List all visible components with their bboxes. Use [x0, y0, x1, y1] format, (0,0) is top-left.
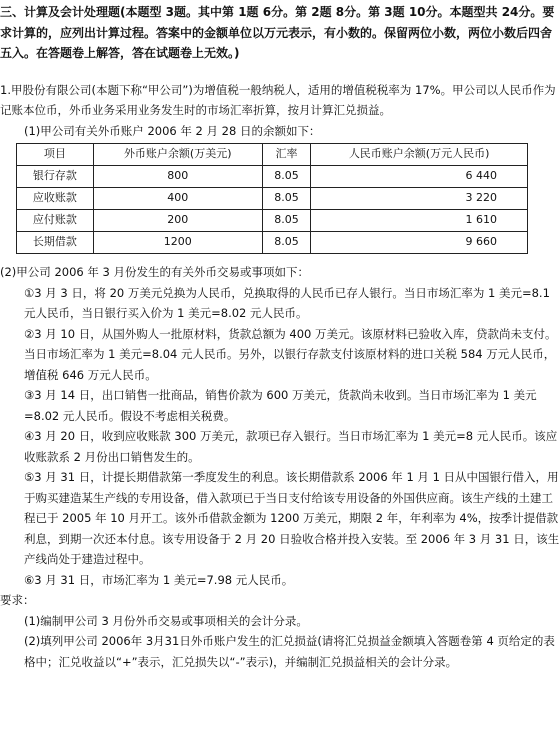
section-header: 三、计算及会计处理题(本题型 3题。其中第 1题 6分。第 2题 8分。第 3题 10分。本题型共 24分。要求计算的，应列出计算过程。答案中的金额单位以万元表示，有小数的。保留两位小数，两位小数后四舍五入。在答题卷上解答，答在试题卷上无效。) — [0, 5, 555, 60]
cell-item: 应付账款 — [17, 210, 94, 232]
table-header-row — [17, 144, 528, 166]
cell-rmb: 6 440 — [311, 166, 528, 188]
table-row — [17, 166, 528, 188]
column-header-rmb-balance: 人民币账户余额(万元人民币) — [311, 144, 528, 166]
transaction-item-3: ③3 月 14 日，出口销售一批商品，销售价款为 600 万美元，货款尚未收到。当日市场汇率为 1 美元=8.02 元人民币。假设不考虑相关税费。 — [24, 388, 537, 423]
cell-rate: 8.05 — [262, 232, 311, 254]
cell-item: 应收账款 — [17, 188, 94, 210]
part-2-title: (2)甲公司 2006 年 3 月份发生的有关外币交易或事项如下： — [0, 265, 309, 279]
table-row — [17, 210, 528, 232]
spacer — [0, 64, 560, 80]
cell-usd: 200 — [93, 210, 262, 232]
transaction-item-5: ⑤3 月 31 日，计提长期借款第一季度发生的利息。该长期借款系 2006 年 1 月 1 日从中国银行借入，用于购买建造某生产线的专用设备，借入款项已于当日支付给该专用设备的外国供应商。该生产线的土建工程已于 2005 年 10 月开工。该外币借款金额为 1200 万美元，期限 2 年，年利率为 4%，按季计提借款利息，到期一次还本付息。该专用设备于 2 月 20 日验收合格并投入安装。至 2006 年 3 月 31 日，该生产线尚处于建造过程中。 — [24, 470, 560, 566]
spacer — [0, 254, 560, 262]
cell-rate: 8.05 — [262, 210, 311, 232]
transaction-item-4: ④3 月 20 日，收到应收账款 300 万美元，款项已存入银行。当日市场汇率为 1 美元=8 元人民币。该应收账款系 2 月份出口销售发生的。 — [24, 429, 558, 464]
cell-usd: 1200 — [93, 232, 262, 254]
question-1-intro: 1.甲股份有限公司(本题下称“甲公司”)为增值税一般纳税人，适用的增值税税率为 17%。甲公司以人民币作为记账本位币，外币业务采用业务发生时的市场汇率折算，按月计算汇兑损益。 — [0, 82, 556, 117]
cell-item: 长期借款 — [17, 232, 94, 254]
cell-rate: 8.05 — [262, 188, 311, 210]
transaction-item-6: ⑥3 月 31 日，市场汇率为 1 美元=7.98 元人民币。 — [24, 572, 294, 587]
transaction-item-2: ②3 月 10 日，从国外购人一批原材料，货款总额为 400 万美元。该原材料已验收入库，贷款尚未支付。当日市场汇率为 1 美元=8.04 元人民币。另外，以银行存款支付该原材料的进口关税 584 万元人民币，增值税 646 万元人民币。 — [24, 326, 557, 382]
cell-usd: 400 — [93, 188, 262, 210]
table-row — [17, 188, 528, 210]
requirements-label: 要求： — [0, 593, 35, 607]
cell-rate: 8.05 — [262, 166, 311, 188]
foreign-currency-balance-table — [16, 143, 528, 254]
cell-usd: 800 — [93, 166, 262, 188]
cell-rmb: 1 610 — [311, 210, 528, 232]
transaction-item-1: ①3 月 3 日，将 20 万美元兑换为人民币，兑换取得的人民币已存人银行。当日市场汇率为 1 美元=8.1 元人民币，当日银行买入价为 1 美元=8.02 元人民币。 — [24, 285, 554, 320]
requirement-2: (2)填列甲公司 2006年 3月31日外币账户发生的汇兑损益(请将汇兑损益金额填入答题卷第 4 页给定的表格中；汇兑收益以“+”表示，汇兑损失以“-”表示)，并编制汇兑损益相关的会计分录。 — [24, 634, 555, 669]
cell-rmb: 3 220 — [311, 188, 528, 210]
column-header-rate: 汇率 — [262, 144, 311, 166]
part-1-title: (1)甲公司有关外币账户 2006 年 2 月 28 日的余额如下： — [24, 123, 321, 138]
requirement-1: (1)编制甲公司 3 月份外币交易或事项相关的会计分录。 — [24, 613, 308, 628]
cell-item: 银行存款 — [17, 166, 94, 188]
column-header-item: 项目 — [17, 144, 94, 166]
cell-rmb: 9 660 — [311, 232, 528, 254]
column-header-usd-balance: 外币账户余额(万美元) — [93, 144, 262, 166]
table-row — [17, 232, 528, 254]
